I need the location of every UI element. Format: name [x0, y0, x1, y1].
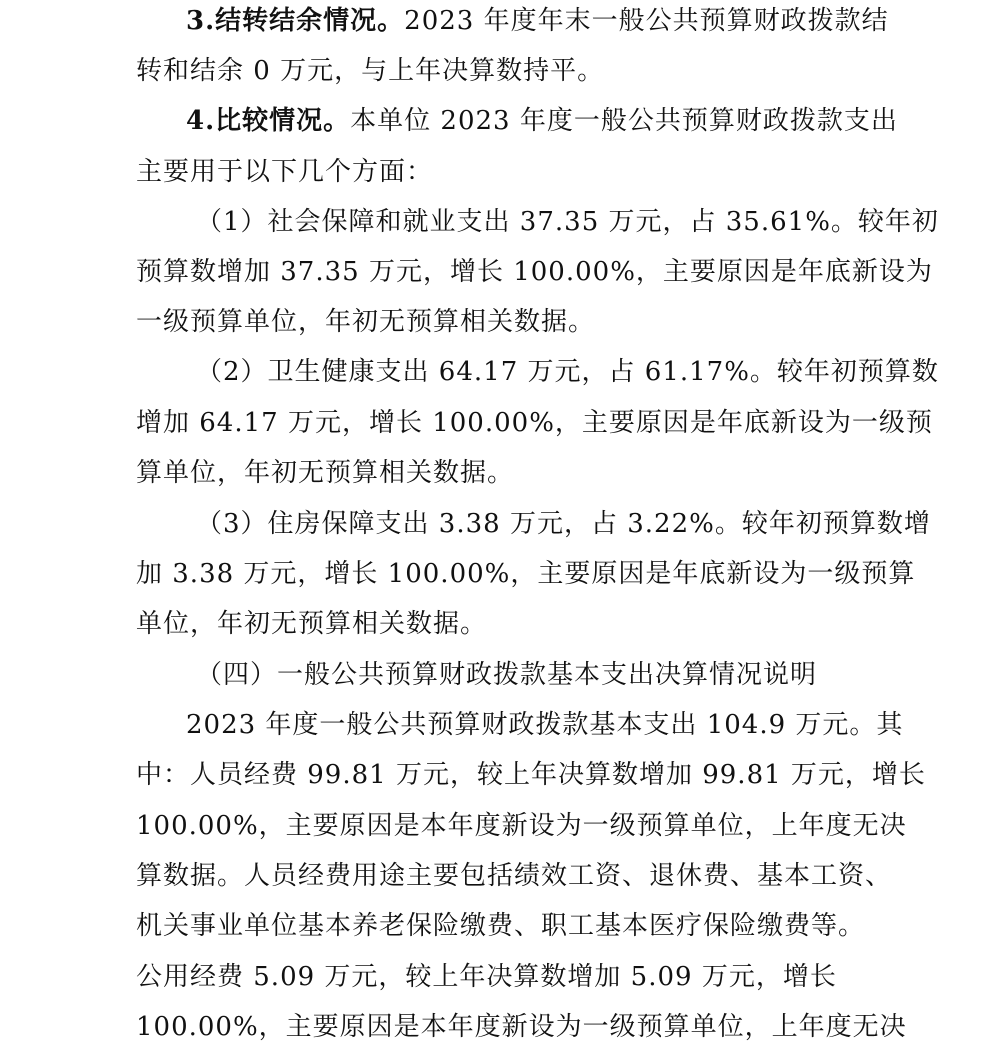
paragraph-line: 中：人员经费 99.81 万元，较上年决算数增加 99.81 万元，增长: [136, 760, 926, 790]
paragraph-line: [186, 4, 889, 38]
paragraph-line: 单位，年初无预算相关数据。: [136, 609, 488, 639]
paragraph-line: 100.00%，主要原因是本年度新设为一级预算单位，上年度无决: [136, 1012, 907, 1042]
paragraph-text: 2023 年度年末一般公共预算财政拨款结: [404, 6, 889, 36]
paragraph-line: 公用经费 5.09 万元，较上年决算数增加 5.09 万元，增长: [136, 962, 837, 992]
paragraph-text: 本单位 2023 年度一般公共预算财政拨款支出: [350, 106, 898, 136]
paragraph-line: （2）卫生健康支出 64.17 万元，占 61.17%。较年初预算数: [196, 357, 939, 387]
paragraph-line: 机关事业单位基本养老保险缴费、职工基本医疗保险缴费等。: [136, 911, 866, 941]
section-heading: 3.结转结余情况。: [186, 6, 405, 36]
paragraph-line: 2023 年度一般公共预算财政拨款基本支出 104.9 万元。其: [186, 710, 904, 740]
paragraph-line: [186, 104, 898, 138]
paragraph-line: 加 3.38 万元，增长 100.00%，主要原因是年底新设为一级预算: [136, 559, 916, 589]
paragraph-line: 主要用于以下几个方面：: [136, 157, 434, 187]
paragraph-line: 转和结余 0 万元，与上年决算数持平。: [136, 56, 605, 86]
paragraph-line: 100.00%，主要原因是本年度新设为一级预算单位，上年度无决: [136, 811, 907, 841]
section-heading: 4.比较情况。: [186, 106, 351, 136]
section-title: （四）一般公共预算财政拨款基本支出决算情况说明: [196, 660, 818, 690]
paragraph-line: 预算数增加 37.35 万元，增长 100.00%，主要原因是年底新设为: [136, 257, 933, 287]
paragraph-line: 一级预算单位，年初无预算相关数据。: [136, 307, 596, 337]
paragraph-line: （1）社会保障和就业支出 37.35 万元，占 35.61%。较年初: [196, 207, 939, 237]
paragraph-line: 算数据。人员经费用途主要包括绩效工资、退休费、基本工资、: [136, 861, 893, 891]
paragraph-line: 算单位，年初无预算相关数据。: [136, 458, 515, 488]
paragraph-line: 增加 64.17 万元，增长 100.00%，主要原因是年底新设为一级预: [136, 408, 933, 438]
paragraph-line: （3）住房保障支出 3.38 万元，占 3.22%。较年初预算数增: [196, 509, 931, 539]
